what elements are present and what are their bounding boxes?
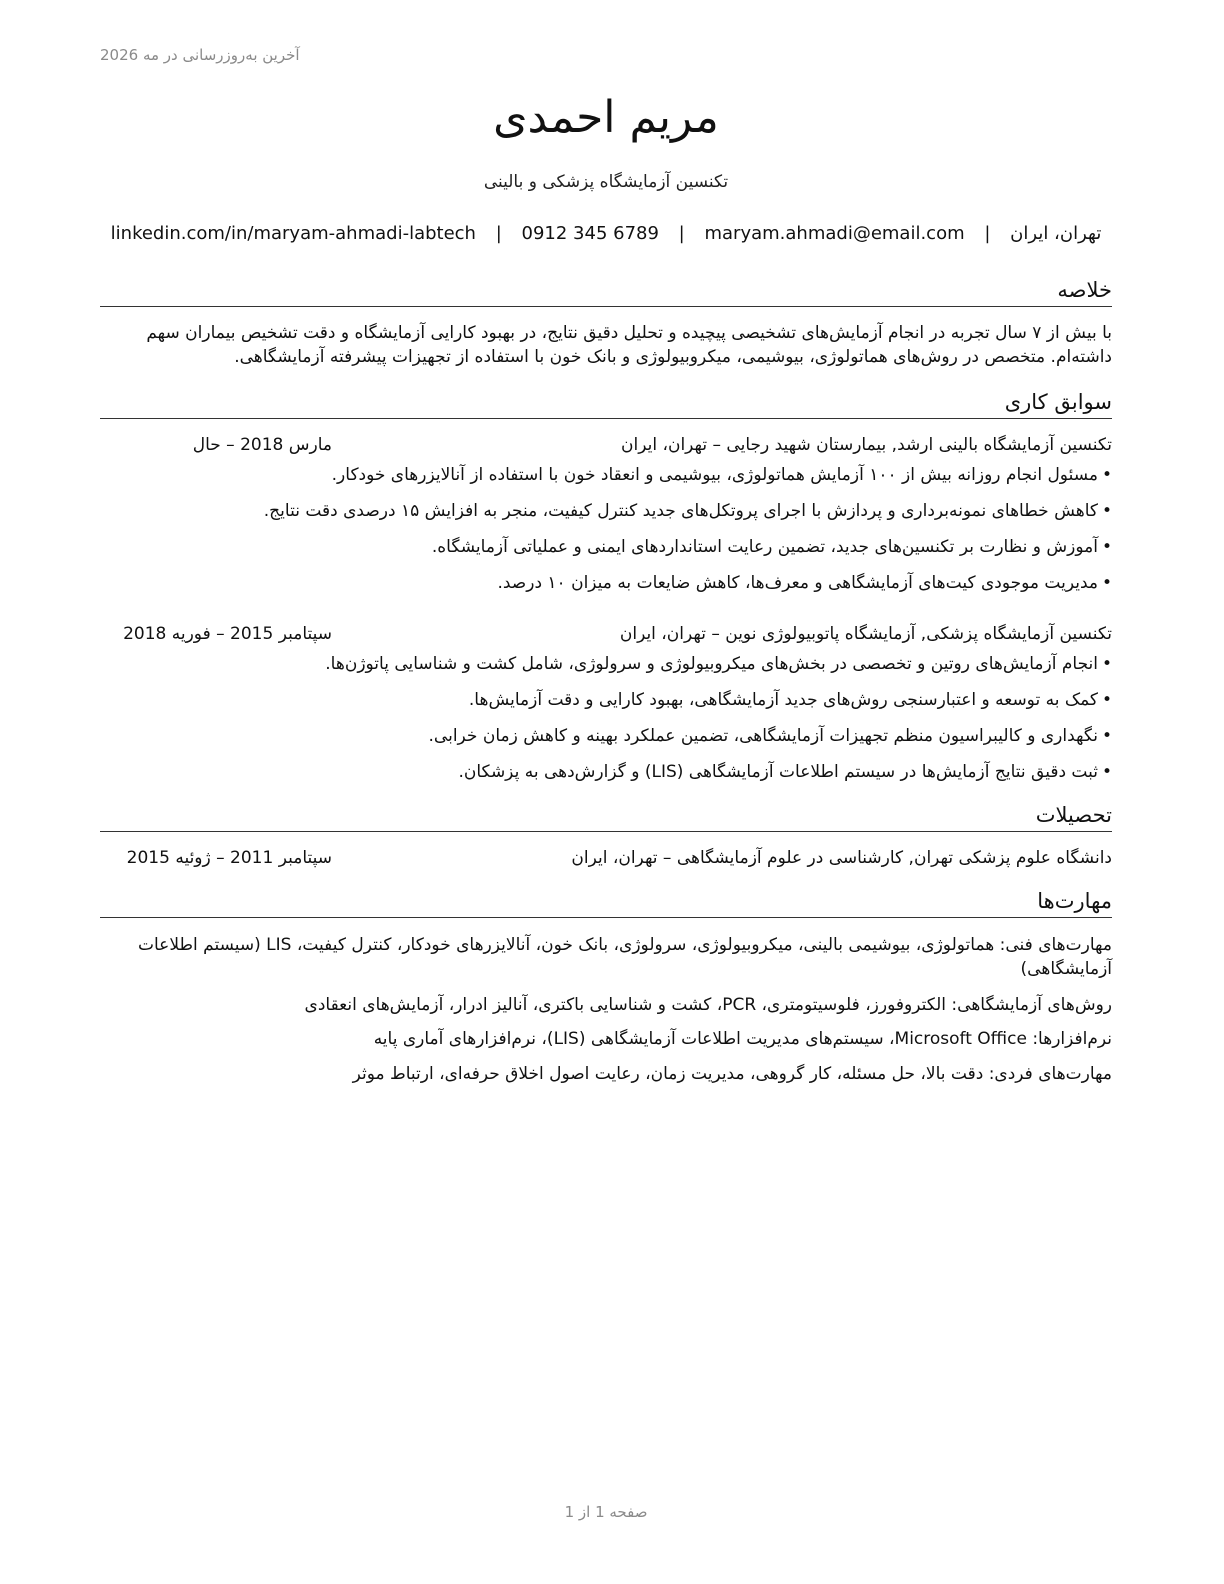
education-title: دانشگاه علوم پزشکی تهران, کارشناسی در علوم آزمایشگاهی – تهران، ایران: [571, 848, 1112, 868]
candidate-title: تکنسین آزمایشگاه پزشکی و بالینی: [483, 172, 729, 192]
contact-location: تهران، ایران: [1010, 223, 1102, 244]
job-bullet: •کمک به توسعه و اعتبارسنجی روش‌های جدید آزمایشگاهی، بهبود کارایی و دقت آزمایش‌ها.: [468, 690, 1112, 710]
contact-separator: |: [495, 223, 502, 244]
skills-line: مهارت‌های فنی: هماتولوژی، بیوشیمی بالینی، میکروبیولوژی، سرولوژی، بانک خون، آنالایزرهای خودکار، کنترل کیفیت، LIS (سیستم اطلاعات آزمایشگاهی): [138, 935, 1112, 979]
skills-line: روش‌های آزمایشگاهی: الکتروفورز، فلوسیتومتری، PCR، کشت و شناسایی باکتری، آنالیز ادرار، آزمایش‌های انعقادی: [304, 995, 1112, 1015]
job-bullet: •نگهداری و کالیبراسیون منظم تجهیزات آزمایشگاهی، تضمین عملکرد بهینه و کاهش زمان خرابی.: [428, 726, 1112, 746]
candidate-name: مریم احمدی: [493, 92, 719, 143]
skills-line: مهارت‌های فردی: دقت بالا، حل مسئله، کار گروهی، مدیریت زمان، رعایت اصول اخلاق حرفه‌ای، ارتباط موثر: [352, 1064, 1112, 1084]
contact-phone[interactable]: 0912 345 6789: [521, 223, 659, 244]
job-bullets: [100, 463, 1112, 607]
contact-email[interactable]: maryam.ahmadi@email.com: [704, 223, 965, 244]
page-number: صفحه 1 از 1: [564, 1503, 648, 1521]
job-header: [100, 433, 1112, 457]
skills-line: نرم‌افزارها: Microsoft Office، سیستم‌های مدیریت اطلاعات آزمایشگاهی (LIS)، نرم‌افزارهای آماری پایه: [373, 1029, 1112, 1049]
contact-line: [100, 223, 1112, 244]
job-dates: سپتامبر 2015 – فوریه 2018: [123, 624, 332, 644]
job-bullet: •آموزش و نظارت بر تکنسین‌های جدید، تضمین رعایت استانداردهای ایمنی و عملیاتی آزمایشگاه.: [431, 537, 1112, 557]
job-bullet: •کاهش خطاهای نمونه‌برداری و پردازش با اجرای پروتکل‌های جدید کنترل کیفیت، منجر به افزایش ۱۵ درصدی دقت نتایج.: [263, 501, 1112, 521]
job-bullet: •ثبت دقیق نتایج آزمایش‌ها در سیستم اطلاعات آزمایشگاهی (LIS) و گزارش‌دهی به پزشکان.: [458, 762, 1112, 782]
job-header: [100, 622, 1112, 646]
section-heading-experience: سوابق کاری: [100, 388, 1112, 419]
contact-separator: |: [984, 223, 991, 244]
education-dates: سپتامبر 2011 – ژوئیه 2015: [126, 848, 332, 868]
education-entry: [100, 846, 1112, 870]
job-title: تکنسین آزمایشگاه بالینی ارشد, بیمارستان شهید رجایی – تهران، ایران: [621, 435, 1112, 455]
summary-text: با بیش از ۷ سال تجربه در انجام آزمایش‌های تشخیصی پیچیده و تحلیل دقیق نتایج، در بهبود کارایی آزمایشگاه و دقت تشخیص بیماران سهم داشته‌ام. متخصص در روش‌های هماتولوژی، بیوشیمی، میکروبیولوژی و بانک خون با استفاده از تجهیزات پیشرفته آزمایشگاهی.: [146, 323, 1112, 367]
contact-linkedin[interactable]: linkedin.com/in/maryam-ahmadi-labtech: [110, 223, 476, 244]
section-heading-education: تحصیلات: [100, 801, 1112, 832]
job-bullet: •مدیریت موجودی کیت‌های آزمایشگاهی و معرف‌ها، کاهش ضایعات به میزان ۱۰ درصد.: [497, 573, 1112, 593]
resume-page: [100, 0, 1112, 1584]
job-bullets: [100, 652, 1112, 796]
job-dates: مارس 2018 – حال: [192, 435, 332, 455]
section-heading-skills: مهارت‌ها: [100, 887, 1112, 918]
section-heading-summary: خلاصه: [100, 276, 1112, 307]
job-title: تکنسین آزمایشگاه پزشکی, آزمایشگاه پاتوبیولوژی نوین – تهران، ایران: [619, 624, 1112, 644]
job-bullet: •انجام آزمایش‌های روتین و تخصصی در بخش‌های میکروبیولوژی و سرولوژی، شامل کشت و شناسایی پاتوژن‌ها.: [325, 654, 1112, 674]
contact-separator: |: [678, 223, 685, 244]
last-updated-note: آخرین به‌روزرسانی در مه 2026: [100, 46, 300, 64]
job-bullet: •مسئول انجام روزانه بیش از ۱۰۰ آزمایش هماتولوژی، بیوشیمی و انعقاد خون با استفاده از آنالایزرهای خودکار.: [331, 465, 1112, 485]
